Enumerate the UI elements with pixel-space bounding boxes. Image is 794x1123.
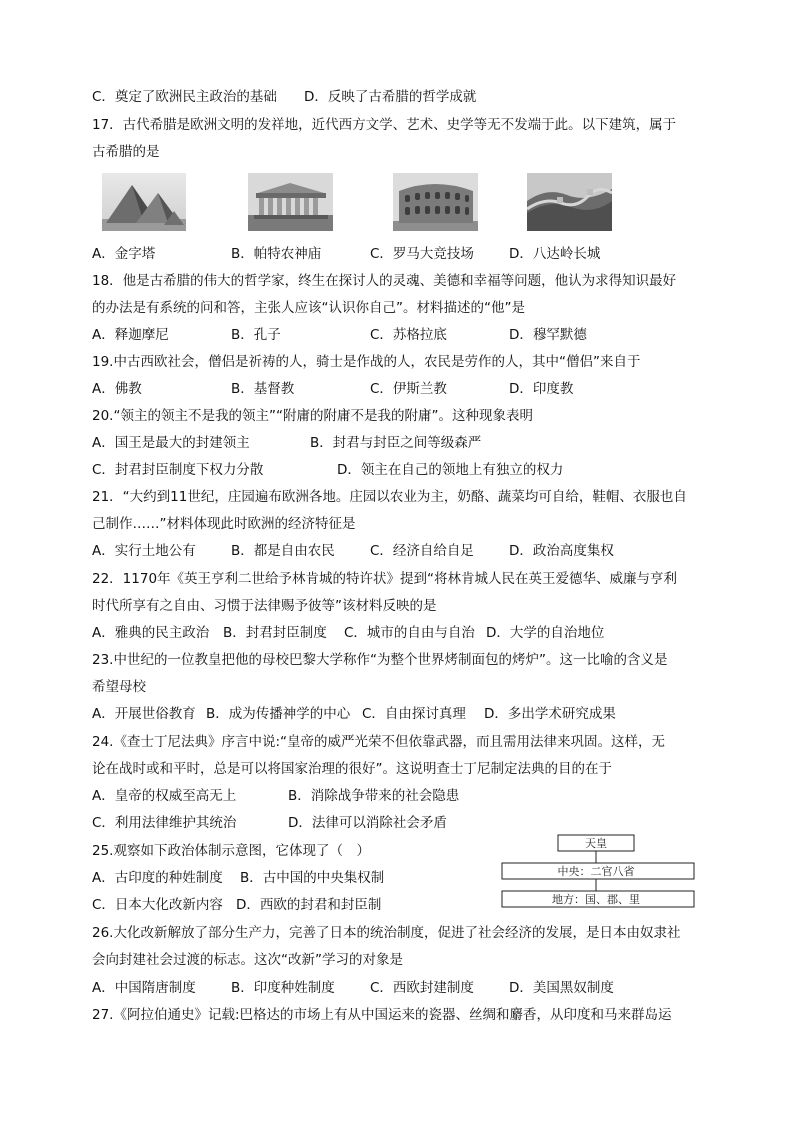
q24-stem-line1: 24.《查士丁尼法典》序言中说:“皇帝的威严光荣不但依靠武器，而且需用法律来巩固。这样，无	[92, 734, 666, 750]
q20-option-b: B．封君与封臣之间等级森严	[310, 435, 482, 451]
q19-option-d: D．印度教	[509, 381, 574, 397]
q26-option-b: B．印度种姓制度	[231, 980, 335, 996]
diagram-bottom-label: 地方：国、郡、里	[552, 893, 640, 906]
q25-option-a: A．古印度的种姓制度	[92, 870, 223, 886]
q20-option-a: A．国王是最大的封建领主	[92, 435, 250, 451]
q17-stem-line1: 17．古代希腊是欧洲文明的发祥地，近代西方文学、艺术、史学等无不发端于此。以下建筑，属于	[92, 117, 677, 133]
q26-options	[92, 979, 712, 997]
q23-option-b: B．成为传播神学的中心	[206, 706, 351, 722]
q27-stem-line1: 27.《阿拉伯通史》记载:巴格达的市场上有从中国运来的瓷器、丝绸和麝香，从印度和马来群岛运	[92, 1007, 672, 1023]
q25-option-b: B．古中国的中央集权制	[240, 870, 385, 886]
q26-stem-line1: 26.大化改新解放了部分生产力，完善了日本的统治制度，促进了社会经济的发展，是日本由奴隶社	[92, 925, 681, 941]
q20-options-row2	[92, 461, 712, 479]
q23-option-c: C．自由探讨真理	[362, 706, 466, 722]
q21-stem-line2: 己制作……”材料体现此时欧洲的经济特征是	[92, 516, 356, 532]
q22-option-a: A．雅典的民主政治	[92, 625, 210, 641]
q24-option-c: C．利用法律维护其统治	[92, 815, 237, 831]
q18-options	[92, 326, 712, 344]
q23-stem-line1: 23.中世纪的一位教皇把他的母校巴黎大学称作“为整个世界烤制面包的烤炉”。这一比喻的含义是	[92, 652, 668, 668]
q26-option-d: D．美国黑奴制度	[509, 980, 614, 996]
q24-options-row2	[92, 814, 712, 832]
q24-option-d: D．法律可以消除社会矛盾	[288, 815, 447, 831]
q17-options	[92, 245, 712, 263]
q16-option-d: D．反映了古希腊的哲学成就	[304, 89, 477, 105]
q21-option-b: B．都是自由农民	[231, 543, 335, 559]
q19-options	[92, 380, 712, 398]
q18-stem-line1: 18．他是古希腊的伟大的哲学家，终生在探讨人的灵魂、美德和幸福等问题，他认为求得知识最好	[92, 273, 677, 289]
q23-option-a: A．开展世俗教育	[92, 706, 196, 722]
q24-options-row1	[92, 787, 712, 805]
q17-stem-line2: 古希腊的是	[92, 144, 160, 160]
q23-stem-line2: 希望母校	[92, 679, 146, 695]
q21-option-a: A．实行土地公有	[92, 543, 196, 559]
q24-option-a: A．皇帝的权威至高无上	[92, 788, 237, 804]
q19-option-a: A．佛教	[92, 381, 142, 397]
q22-stem-line1: 22．1170年《英王亨利二世给予林肯城的特许状》提到“将林肯城人民在英王爱德华、威廉与亨利	[92, 571, 678, 587]
q22-options	[92, 624, 712, 642]
q21-option-c: C．经济自给自足	[370, 543, 474, 559]
q18-option-c: C．苏格拉底	[370, 327, 447, 343]
political-structure-diagram	[500, 834, 696, 908]
q22-option-d: D．大学的自治地位	[486, 625, 605, 641]
q21-options	[92, 542, 712, 560]
q26-option-a: A．中国隋唐制度	[92, 980, 196, 996]
q16-option-c: C．奠定了欧洲民主政治的基础	[92, 89, 277, 105]
q19-option-b: B．基督教	[231, 381, 295, 397]
diagram-top-label: 天皇	[585, 837, 607, 850]
q17-option-a: A．金字塔	[92, 246, 156, 262]
q20-stem: 20.“领主的领主不是我的领主”“附庸的附庸不是我的附庸”。这种现象表明	[92, 408, 533, 424]
q18-option-a: A．释迦摩尼	[92, 327, 169, 343]
q23-option-d: D．多出学术研究成果	[484, 706, 616, 722]
q25-option-d: D．西欧的封君和封臣制	[236, 897, 382, 913]
q18-stem-line2: 的办法是有系统的问和答，主张人应该“认识你自己”。材料描述的“他”是	[92, 300, 525, 316]
q18-option-d: D．穆罕默德	[509, 327, 587, 343]
q20-options-row1	[92, 434, 712, 452]
q22-stem-line2: 时代所享有之自由、习惯于法律赐予彼等”该材料反映的是	[92, 598, 437, 614]
q21-option-d: D．政治高度集权	[509, 543, 614, 559]
q22-option-c: C．城市的自由与自治	[344, 625, 475, 641]
q23-options	[92, 705, 712, 723]
parthenon-photo	[248, 173, 333, 231]
q24-option-b: B．消除战争带来的社会隐患	[288, 788, 460, 804]
great-wall-photo	[527, 173, 612, 231]
q22-option-b: B．封君封臣制度	[223, 625, 327, 641]
q24-stem-line2: 论在战时或和平时，总是可以将国家治理的很好”。这说明查士丁尼制定法典的目的在于	[92, 761, 612, 777]
q20-option-c: C．封君封臣制度下权力分散	[92, 462, 264, 478]
q20-option-d: D．领主在自己的领地上有独立的权力	[337, 462, 564, 478]
colosseum-photo	[393, 173, 478, 231]
q19-stem: 19.中古西欧社会，僧侣是祈祷的人，骑士是作战的人，农民是劳作的人，其中“僧侣”来自于	[92, 354, 641, 370]
q18-option-b: B．孔子	[231, 327, 281, 343]
q21-stem-line1: 21．“大约到11世纪，庄园遍布欧洲各地。庄园以农业为主，奶酪、蔬菜均可自给，鞋帽、衣服也自	[92, 489, 687, 505]
diagram-middle-label: 中央：二官八省	[557, 865, 635, 878]
q25-stem: 25.观察如下政治体制示意图，它体现了（ ）	[92, 843, 370, 859]
q26-option-c: C．西欧封建制度	[370, 980, 474, 996]
q26-stem-line2: 会向封建社会过渡的标志。这次“改新”学习的对象是	[92, 952, 403, 968]
q17-option-c: C．罗马大竞技场	[370, 246, 474, 262]
q25-option-c: C．日本大化改新内容	[92, 897, 223, 913]
pyramids-photo	[102, 173, 186, 231]
q17-option-d: D．八达岭长城	[509, 246, 601, 262]
q19-option-c: C．伊斯兰教	[370, 381, 447, 397]
q16-options-tail	[92, 88, 712, 106]
q17-option-b: B．帕特农神庙	[231, 246, 322, 262]
